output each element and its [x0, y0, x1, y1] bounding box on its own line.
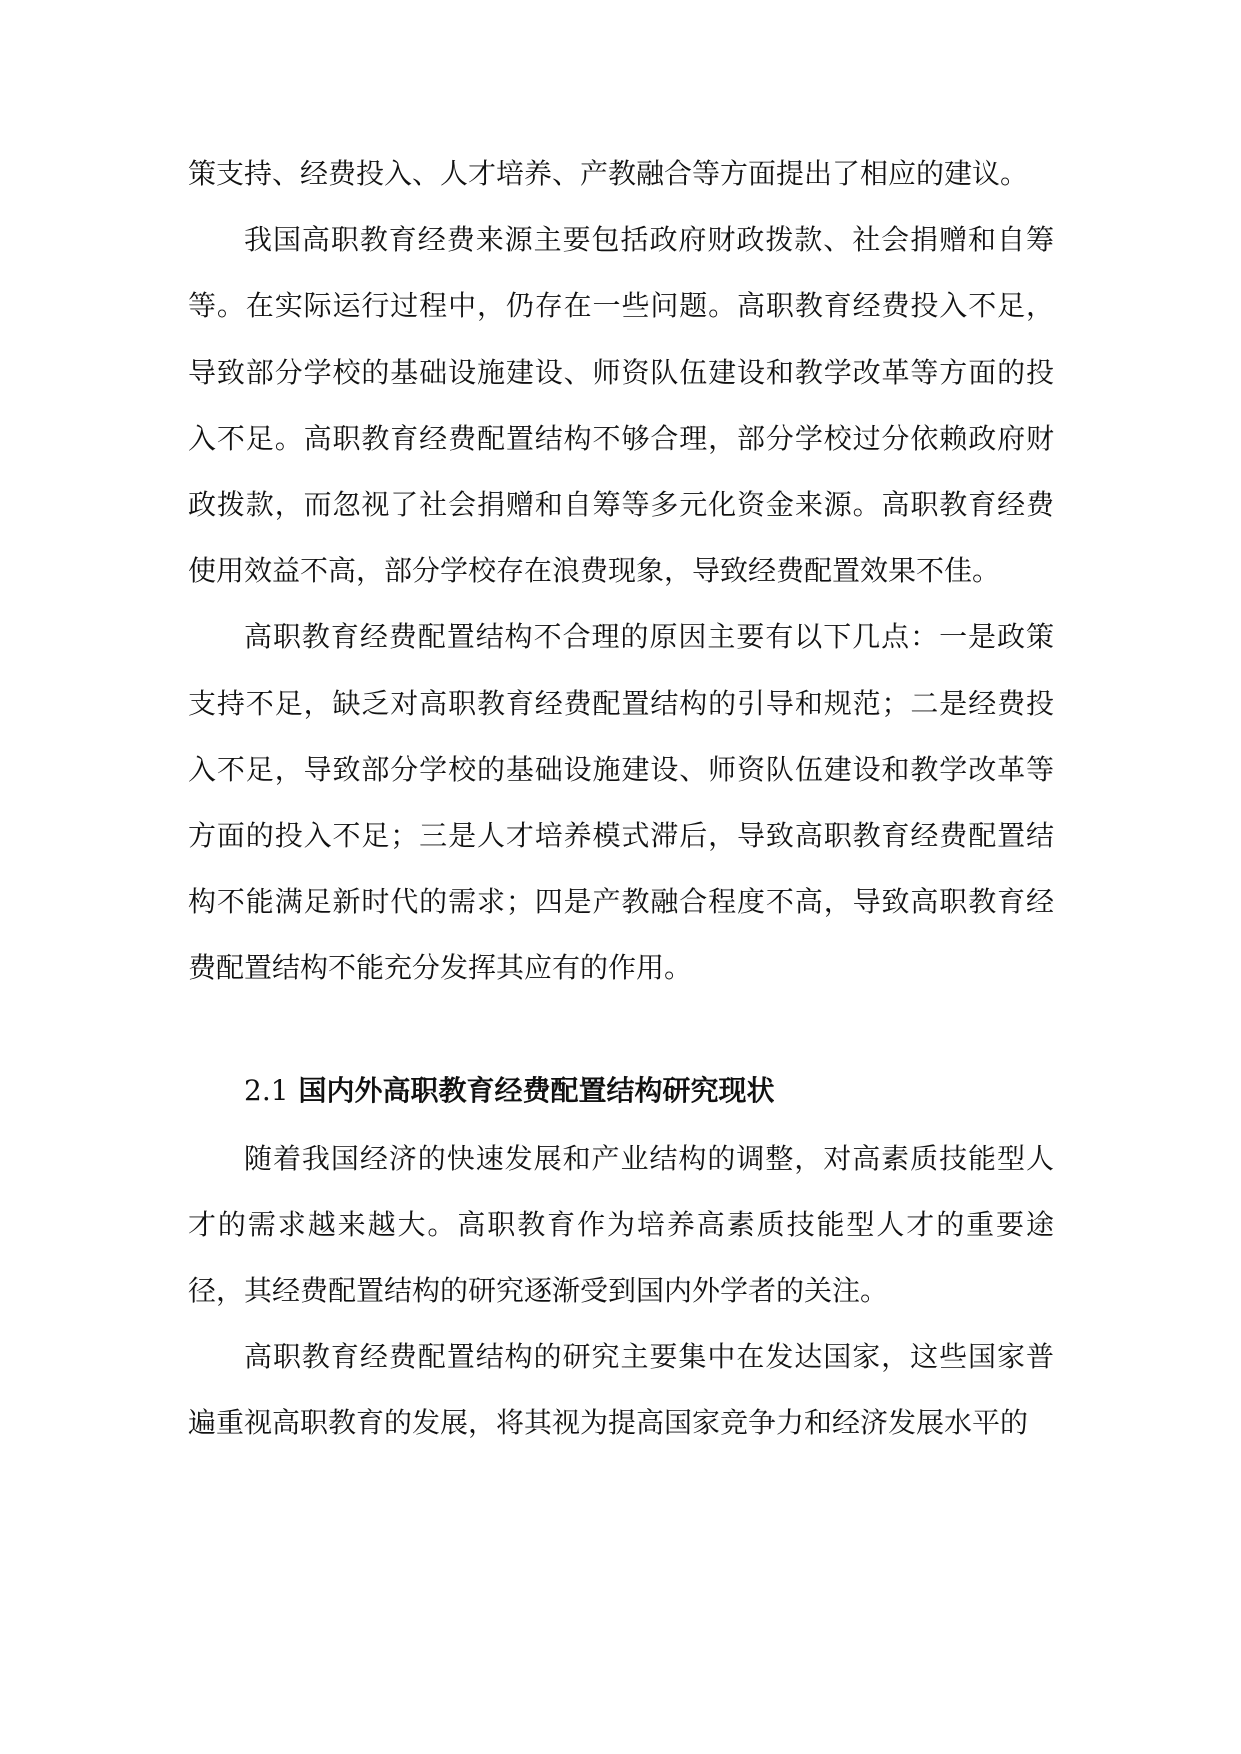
section-title: 国内外高职教育经费配置结构研究现状 — [298, 1073, 775, 1107]
paragraph-continuation: 策支持、经费投入、人才培养、产教融合等方面提出了相应的建议。 — [188, 157, 1029, 190]
paragraph-causes: 高职教育经费配置结构不合理的原因主要有以下几点：一是政策支持不足，缺乏对高职教育经费配置结构的引导和规范；二是经费投入不足，导致部分学校的基础设施建设、师资队伍建设和教学改革等方面的投入不足；三是人才培养模式滞后，导致高职教育经费配置结构不能满足新时代的需求；四是产教融合程度不高，导致高职教育经费配置结构不能充分发挥其应有的作用。 — [188, 620, 1054, 985]
paragraph-funding-sources: 我国高职教育经费来源主要包括政府财政拨款、社会捐赠和自筹等。在实际运行过程中，仍存在一些问题。高职教育经费投入不足，导致部分学校的基础设施建设、师资队伍建设和教学改革等方面的投入不足。高职教育经费配置结构不够合理，部分学校过分依赖政府财政拨款，而忽视了社会捐赠和自筹等多元化资金来源。高职教育经费使用效益不高，部分学校存在浪费现象，导致经费配置效果不佳。 — [188, 223, 1054, 588]
document-body — [188, 141, 1054, 1457]
section-heading — [188, 1056, 1054, 1126]
paragraph-research-developed-countries: 高职教育经费配置结构的研究主要集中在发达国家，这些国家普遍重视高职教育的发展，将其视为提高国家竞争力和经济发展水平的 — [188, 1340, 1054, 1440]
section-number: 2.1 — [244, 1073, 289, 1107]
paragraph-research-background: 随着我国经济的快速发展和产业结构的调整，对高素质技能型人才的需求越来越大。高职教育作为培养高素质技能型人才的重要途径，其经费配置结构的研究逐渐受到国内外学者的关注。 — [188, 1141, 1054, 1308]
